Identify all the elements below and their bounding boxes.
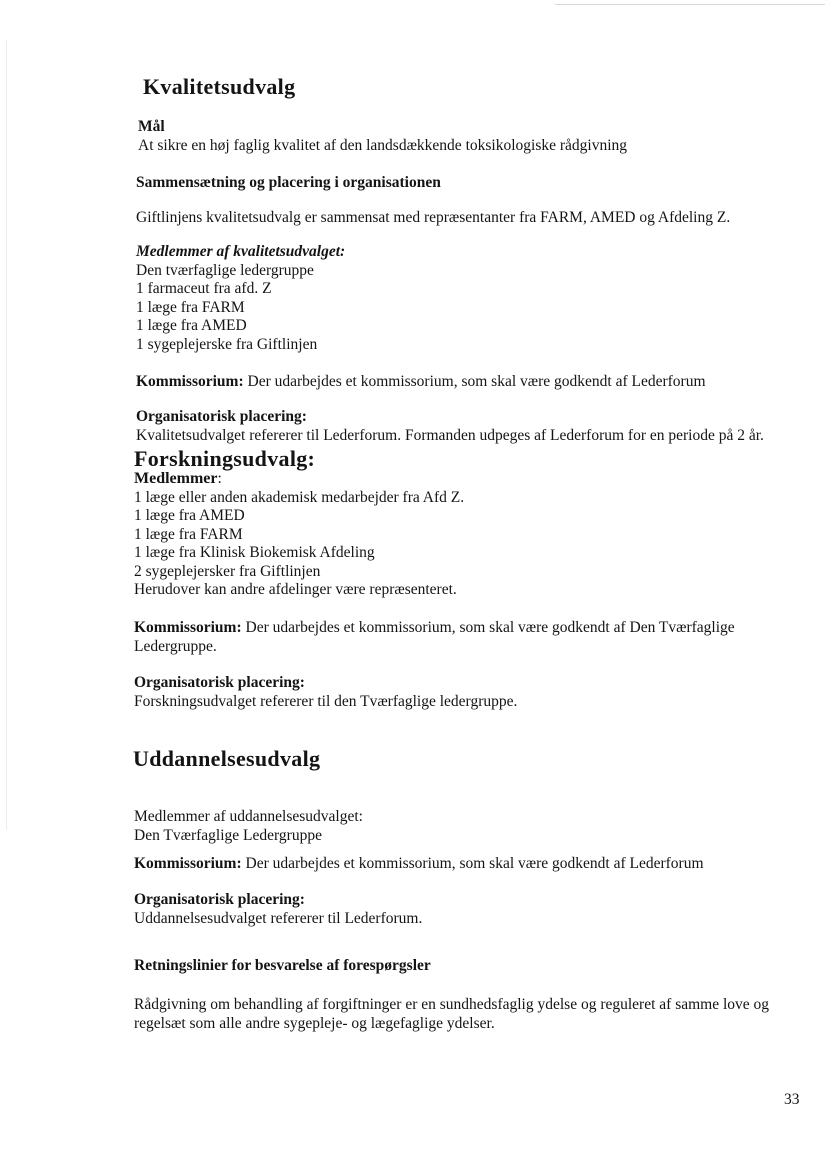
forskning-members-section (134, 470, 464, 600)
kvalitet-title: Kvalitetsudvalg (143, 74, 296, 99)
retningslinier-text-1: Rådgivning om behandling af forgiftninger er en sundhedsfaglig ydelse og reguleret af samme love og (134, 996, 770, 1013)
forskning-placement-heading: Organisatorisk placering: (134, 674, 305, 691)
uddannelse-commission-text: Der udarbejdes et kommissorium, som skal være godkendt af Lederforum (241, 855, 704, 872)
forskning-members-colon: : (217, 470, 222, 487)
kvalitet-commission (136, 373, 706, 392)
kvalitet-composition-heading-block (136, 174, 441, 193)
kvalitet-member-item: Den tværfaglige ledergruppe (136, 261, 314, 279)
uddannelse-member-item: Den Tværfaglige Ledergruppe (134, 826, 322, 844)
forskning-commission-text-1: Der udarbejdes et kommissorium, som skal være godkendt af Den Tværfaglige (241, 619, 735, 636)
kvalitet-members-heading: Medlemmer af kvalitetsudvalget: (136, 243, 346, 260)
kvalitet-member-item: 1 læge fra FARM (136, 298, 245, 316)
uddannelse-placement-heading: Organisatorisk placering: (134, 891, 305, 908)
kvalitet-composition-heading: Sammensætning og placering i organisationen (136, 174, 441, 191)
forskning-placement-text: Forskningsudvalget refererer til den Tværfaglige ledergruppe. (134, 692, 518, 710)
kvalitet-placement-heading: Organisatorisk placering: (136, 408, 307, 425)
forskning-title: Forskningsudvalg: (134, 446, 316, 471)
forskning-member-item: 1 læge fra AMED (134, 507, 245, 524)
forskning-member-item: 2 sygeplejersker fra Giftlinjen (134, 562, 321, 580)
retningslinier-body (134, 996, 769, 1033)
kvalitet-placement-text: Kvalitetsudvalget refererer til Lederforum. Formanden udpeges af Lederforum for en periode på 2 år. (136, 426, 764, 444)
forskning-commission-label: Kommissorium: (134, 619, 242, 636)
kvalitet-commission-text: Der udarbejdes et kommissorium, som skal være godkendt af Lederforum (243, 373, 706, 390)
uddannelse-commission-label: Kommissorium: (134, 855, 242, 872)
kvalitet-member-item: 1 læge fra AMED (136, 317, 247, 334)
retningslinier-heading-block (134, 957, 431, 976)
retningslinier-heading: Retningslinier for besvarelse af forespørgsler (134, 957, 431, 974)
kvalitet-composition-text: Giftlinjens kvalitetsudvalg er sammensat med repræsentanter fra FARM, AMED og Afdeling Z. (136, 209, 731, 226)
uddannelse-members-section (134, 808, 363, 845)
uddannelse-placement (134, 891, 422, 928)
kvalitet-members-section (136, 243, 345, 354)
forskning-member-item: 1 læge fra FARM (134, 525, 243, 543)
uddannelse-placement-text: Uddannelsesudvalget refererer til Lederforum. (134, 909, 423, 927)
forskning-member-item: Herudover kan andre afdelinger være repræsenteret. (134, 581, 457, 598)
forskning-members-label: Medlemmer (134, 470, 218, 487)
scan-edge-left (6, 40, 7, 830)
scan-edge-top (555, 4, 825, 5)
forskning-commission (134, 619, 735, 656)
uddannelse-members-heading: Medlemmer af uddannelsesudvalget: (134, 808, 363, 825)
retningslinier-text-2: regelsæt som alle andre sygepleje- og lægefaglige ydelser. (134, 1014, 495, 1032)
uddannelse-title: Uddannelsesudvalg (133, 746, 321, 771)
forskning-member-item: 1 læge fra Klinisk Biokemisk Afdeling (134, 544, 375, 561)
uddannelse-commission (134, 855, 704, 874)
kvalitet-member-item: 1 farmaceut fra afd. Z (136, 280, 272, 297)
kvalitet-composition-block (136, 209, 730, 228)
kvalitet-placement (136, 408, 764, 445)
kvalitet-maal-section (138, 118, 627, 155)
kvalitet-member-item: 1 sygeplejerske fra Giftlinjen (136, 335, 318, 353)
kvalitet-maal-text: At sikre en høj faglig kvalitet af den landsdækkende toksikologiske rådgivning (138, 136, 628, 154)
forskning-commission-text-2: Ledergruppe. (134, 637, 217, 655)
kvalitet-commission-label: Kommissorium: (136, 373, 244, 390)
forskning-member-item: 1 læge eller anden akademisk medarbejder fra Afd Z. (134, 488, 465, 506)
page-number: 33 (784, 1091, 800, 1108)
forskning-placement (134, 674, 517, 711)
kvalitet-maal-label: Mål (138, 118, 165, 135)
